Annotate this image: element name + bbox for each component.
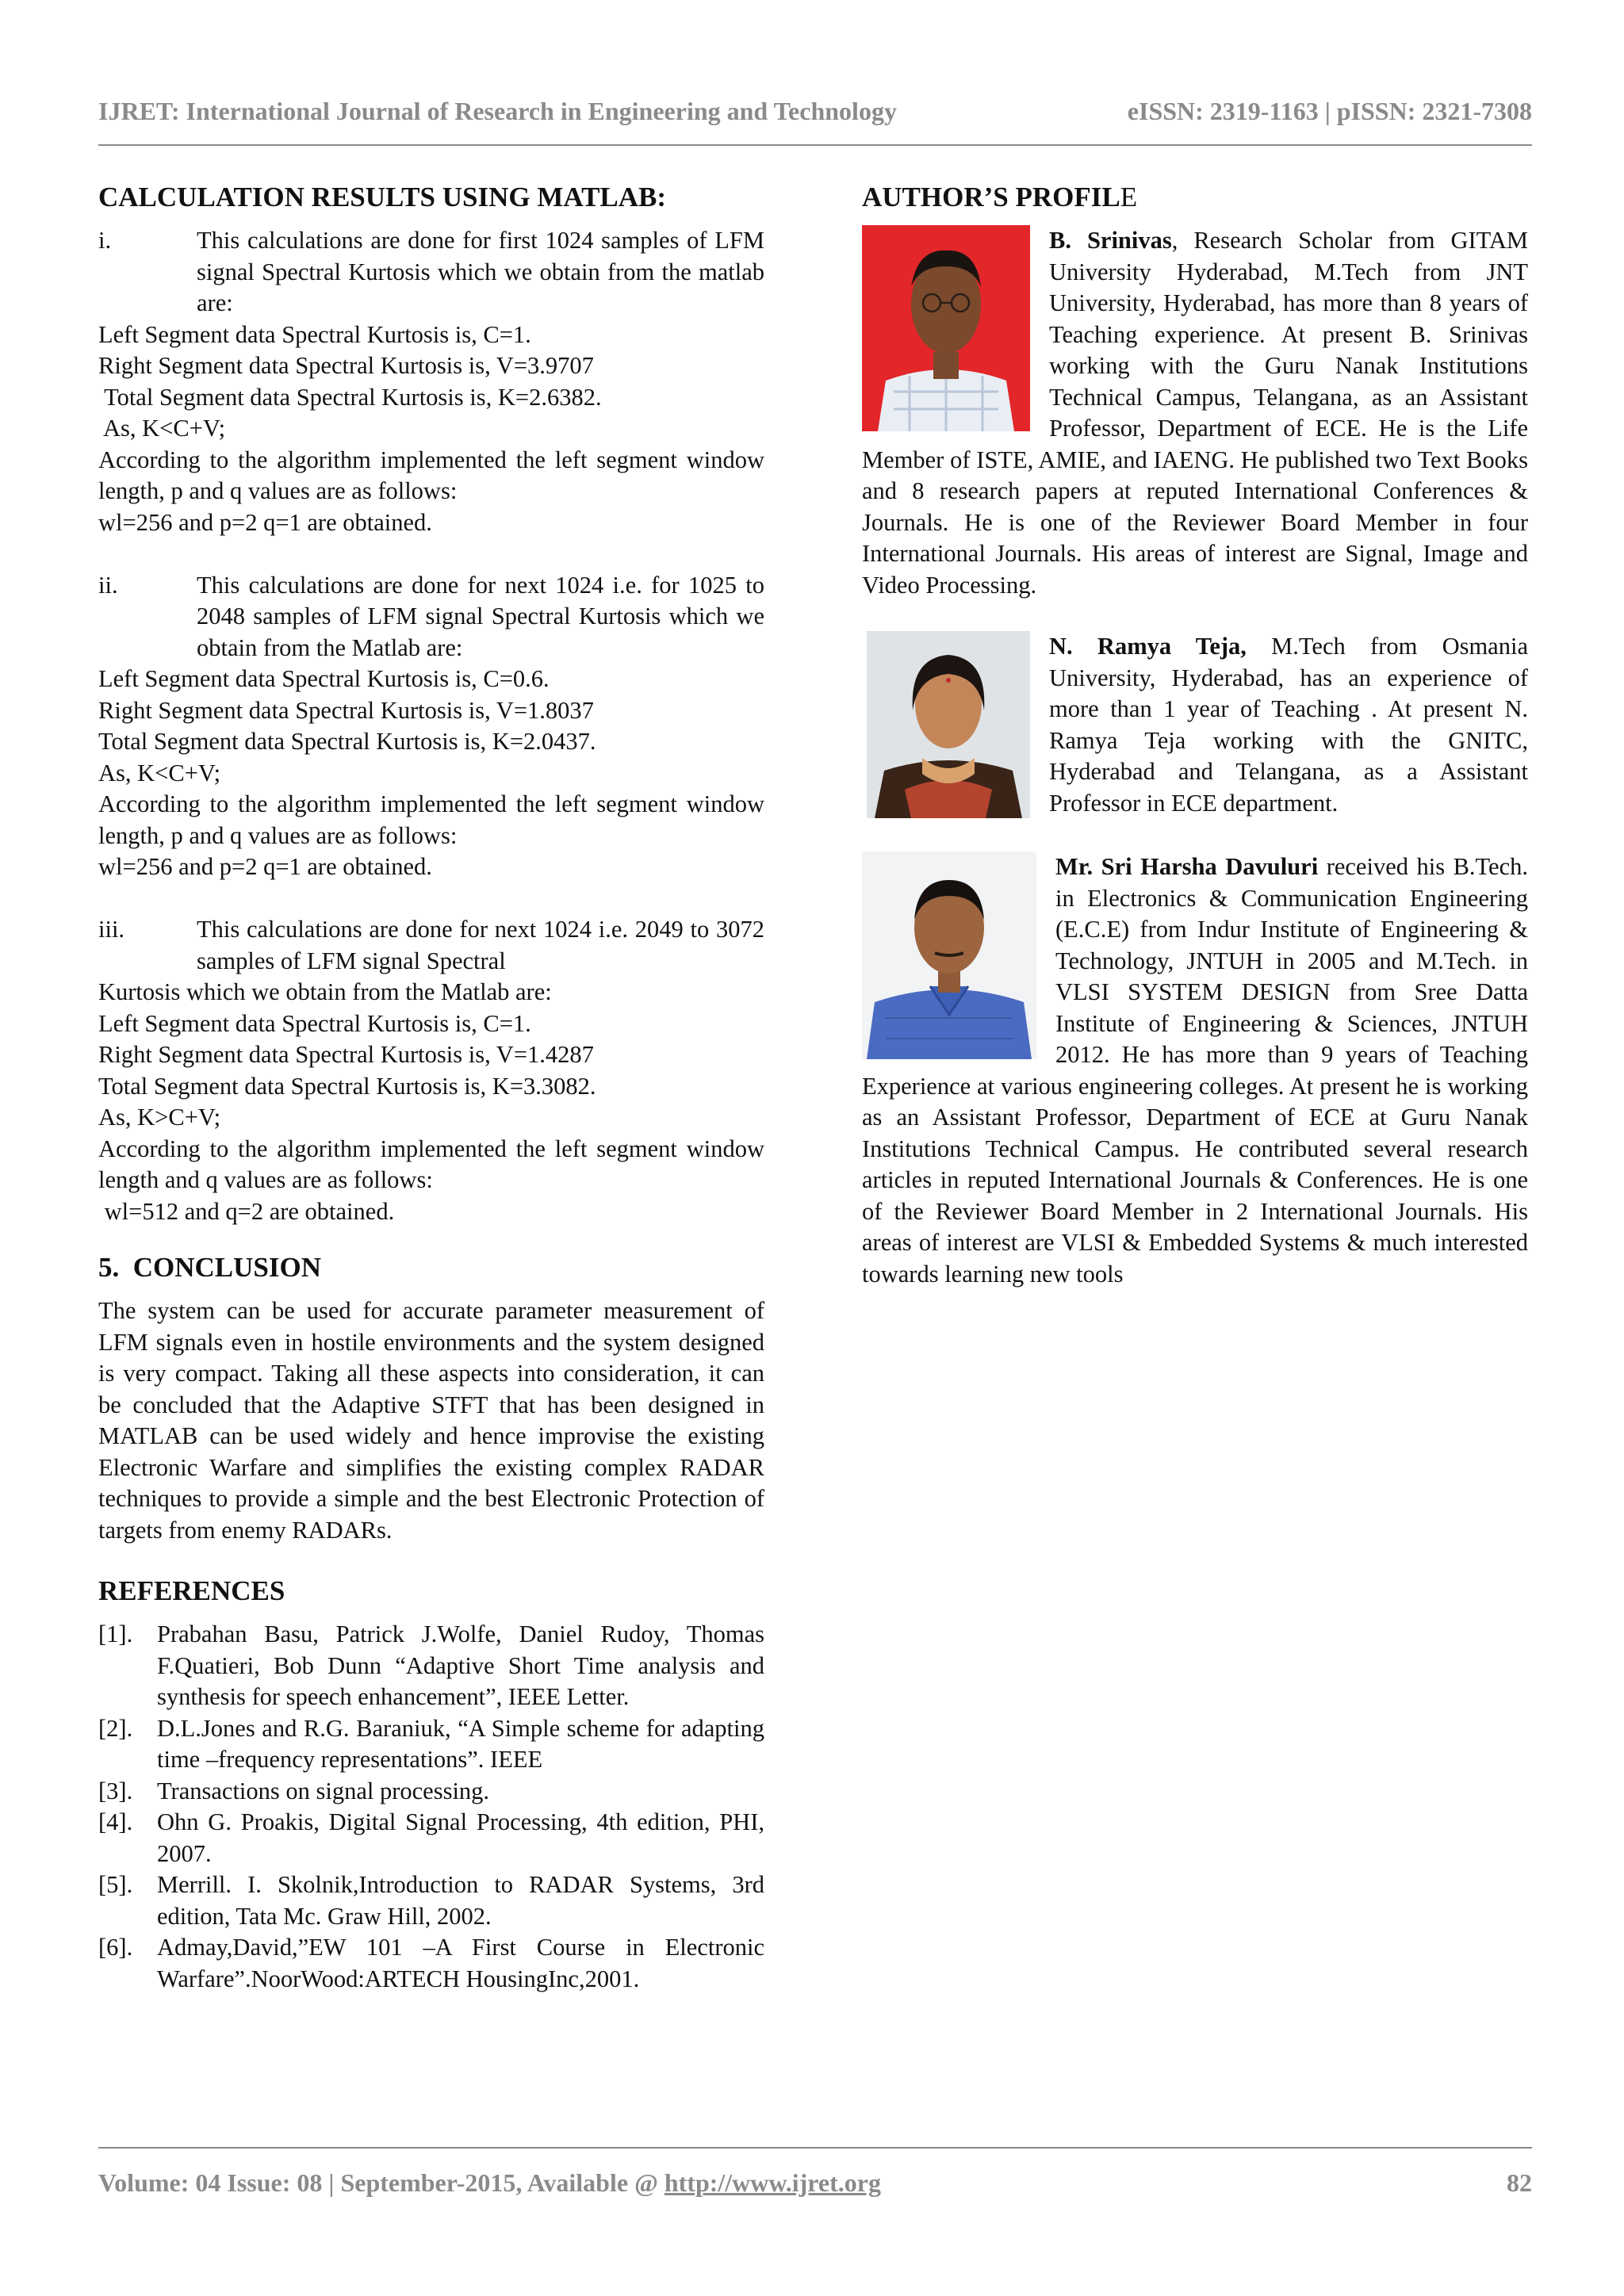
calc-item bbox=[98, 225, 764, 538]
references-heading: REFERENCES bbox=[98, 1575, 285, 1606]
reference-item bbox=[98, 1776, 764, 1808]
left-column bbox=[98, 181, 764, 1995]
item-algorithm: According to the algorithm implemented the left segment window length and q values are as follows: bbox=[98, 1135, 764, 1193]
author-bio: , Research Scholar from GITAM University Hyderabad, M.Tech from JNT University, Hyderabad, has more than 8 years of Teaching experience. At present B. Srinivas working with the Guru Nanak Institutions Technical Campus, Telangana, as an Assistant Professor, Department of ECE. He is the Life Member of ISTE, AMIE, and IAENG. He published two Text Books and 8 research papers at reputed International Conferences & Journals. He is one of the Reviewer Board Member in four International Journals. His areas of interest are Signal, Image and Video Processing. bbox=[862, 227, 1528, 599]
reference-number: [4]. bbox=[98, 1808, 133, 1835]
author-profile bbox=[862, 631, 1528, 821]
item-result: wl=256 and p=2 q=1 are obtained. bbox=[98, 853, 432, 880]
reference-number: [6]. bbox=[98, 1934, 133, 1961]
header-divider bbox=[98, 144, 1532, 146]
item-number: i. bbox=[98, 227, 112, 254]
reference-list bbox=[98, 1619, 764, 1995]
reference-item bbox=[98, 1932, 764, 1995]
item-line: Total Segment data Spectral Kurtosis is, K=2.0437. bbox=[98, 728, 596, 755]
right-column bbox=[862, 181, 1528, 1314]
item-algorithm: According to the algorithm implemented the left segment window length, p and q values are as follows: bbox=[98, 446, 764, 504]
journal-link[interactable]: http://www.ijret.org bbox=[664, 2168, 881, 2197]
author-name: N. Ramya Teja, bbox=[1049, 633, 1247, 660]
item-result: wl=256 and p=2 q=1 are obtained. bbox=[98, 508, 432, 536]
item-line: As, K>C+V; bbox=[98, 1104, 221, 1131]
author-photo bbox=[862, 225, 1030, 431]
conclusion-text: The system can be used for accurate parameter measurement of LFM signals even in hostile environments and the system designed is very compact. Taking all these aspects into consideration, it can be concluded that the Adaptive STFT that has been designed in MATLAB can be used widely and hence improvise the existing Electronic Warfare and simplifies the existing complex RADAR techniques to provide a simple and the best Electronic Protection of targets from enemy RADARs. bbox=[98, 1297, 764, 1544]
reference-item bbox=[98, 1619, 764, 1713]
footer-volume-text: Volume: 04 Issue: 08 | September-2015, Available @ bbox=[98, 2168, 665, 2197]
item-line: Left Segment data Spectral Kurtosis is, C=1. bbox=[98, 320, 531, 348]
reference-number: [3]. bbox=[98, 1777, 133, 1804]
author-profile-heading bbox=[862, 181, 1528, 214]
item-line: Right Segment data Spectral Kurtosis is, V=3.9707 bbox=[98, 352, 594, 379]
reference-text: Prabahan Basu, Patrick J.Wolfe, Daniel Rudoy, Thomas F.Quatieri, Bob Dunn “Adaptive Short Time analysis and synthesis for speech enhancement”, IEEE Letter. bbox=[157, 1621, 764, 1710]
conclusion-heading: 5. CONCLUSION bbox=[98, 1252, 322, 1283]
running-header bbox=[98, 97, 1532, 126]
running-footer bbox=[98, 2168, 1532, 2198]
reference-text: Ohn G. Proakis, Digital Signal Processing, 4th edition, PHI, 2007. bbox=[157, 1808, 764, 1867]
calc-item bbox=[98, 914, 764, 1227]
item-algorithm: According to the algorithm implemented the left segment window length, p and q values are as follows: bbox=[98, 790, 764, 849]
item-line: Total Segment data Spectral Kurtosis is, K=2.6382. bbox=[98, 383, 602, 411]
author-profile-heading-tail: E bbox=[1120, 182, 1138, 212]
item-line: Left Segment data Spectral Kurtosis is, C=0.6. bbox=[98, 665, 550, 692]
author-name: Mr. Sri Harsha Davuluri bbox=[1055, 853, 1319, 880]
footer-divider bbox=[98, 2147, 1532, 2149]
author-bio: received his B.Tech. in Electronics & Communication Engineering (E.C.E) from Indur Institute of Engineering & Technology, JNTUH in 2005 and M.Tech. in VLSI SYSTEM DESIGN from Sree Datta Institute of Engineering & Sciences, JNTUH 2012. He has more than 9 years of Teaching Experience at various engineering colleges. At present he is working as an Assistant Professor, Department of ECE at Guru Nanak Institutions Technical Campus. He contributed several research articles in reputed International Journals & Conferences. He is one of the Reviewer Board Member in 2 International Journals. His areas of interest are VLSI & Embedded Systems & much interested towards learning new tools bbox=[862, 853, 1528, 1288]
reference-number: [1]. bbox=[98, 1621, 133, 1647]
author-name: B. Srinivas bbox=[1049, 227, 1172, 254]
author-profile bbox=[862, 851, 1528, 1290]
item-line: Kurtosis which we obtain from the Matlab are: bbox=[98, 978, 552, 1005]
reference-text: D.L.Jones and R.G. Baraniuk, “A Simple scheme for adapting time –frequency representations”. IEEE bbox=[157, 1714, 764, 1773]
reference-number: [2]. bbox=[98, 1714, 133, 1742]
item-intro: This calculations are done for next 1024 i.e. for 1025 to 2048 samples of LFM signal Spectral Kurtosis which we obtain from the Matlab are: bbox=[197, 571, 764, 661]
author-profile-heading-main: AUTHOR’S PROFIL bbox=[862, 182, 1120, 212]
item-line: Left Segment data Spectral Kurtosis is, C=1. bbox=[98, 1009, 531, 1037]
author-photo bbox=[862, 851, 1036, 1059]
author-photo bbox=[867, 631, 1030, 818]
item-line: As, K<C+V; bbox=[98, 759, 221, 786]
item-number: iii. bbox=[98, 916, 125, 943]
calc-results-heading: CALCULATION RESULTS USING MATLAB: bbox=[98, 182, 667, 212]
page-number: 82 bbox=[1507, 2168, 1532, 2197]
item-line: Right Segment data Spectral Kurtosis is, V=1.4287 bbox=[98, 1041, 594, 1068]
author-bio: M.Tech from Osmania University, Hyderabad, has an experience of more than 1 year of Teaching . At present N. Ramya Teja working with the GNITC, Hyderabad and Telangana, as a Assistant Professor in ECE department. bbox=[1049, 633, 1528, 817]
reference-item bbox=[98, 1713, 764, 1776]
footer-volume bbox=[98, 2168, 881, 2198]
item-line: As, K<C+V; bbox=[98, 415, 226, 442]
journal-name: IJRET: International Journal of Research in Engineering and Technology bbox=[98, 97, 897, 125]
reference-item bbox=[98, 1869, 764, 1932]
item-line: Right Segment data Spectral Kurtosis is, V=1.8037 bbox=[98, 696, 594, 724]
item-intro: This calculations are done for next 1024 i.e. 2049 to 3072 samples of LFM signal Spectral bbox=[197, 916, 764, 974]
reference-number: [5]. bbox=[98, 1871, 133, 1898]
item-number: ii. bbox=[98, 571, 118, 599]
reference-text: Admay,David,”EW 101 –A First Course in Electronic Warfare”.NoorWood:ARTECH HousingInc,2001. bbox=[157, 1934, 764, 1992]
author-profile bbox=[862, 225, 1528, 601]
calc-item bbox=[98, 570, 764, 883]
issn-text: eISSN: 2319-1163 | pISSN: 2321-7308 bbox=[1127, 97, 1532, 125]
reference-text: Merrill. I. Skolnik,Introduction to RADAR Systems, 3rd edition, Tata Mc. Graw Hill, 2002. bbox=[157, 1871, 764, 1930]
reference-text: Transactions on signal processing. bbox=[157, 1777, 490, 1804]
item-result: wl=512 and q=2 are obtained. bbox=[98, 1197, 395, 1225]
item-line: Total Segment data Spectral Kurtosis is, K=3.3082. bbox=[98, 1072, 596, 1100]
item-intro: This calculations are done for first 1024 samples of LFM signal Spectral Kurtosis which we obtain from the matlab are: bbox=[197, 227, 764, 316]
reference-item bbox=[98, 1807, 764, 1869]
